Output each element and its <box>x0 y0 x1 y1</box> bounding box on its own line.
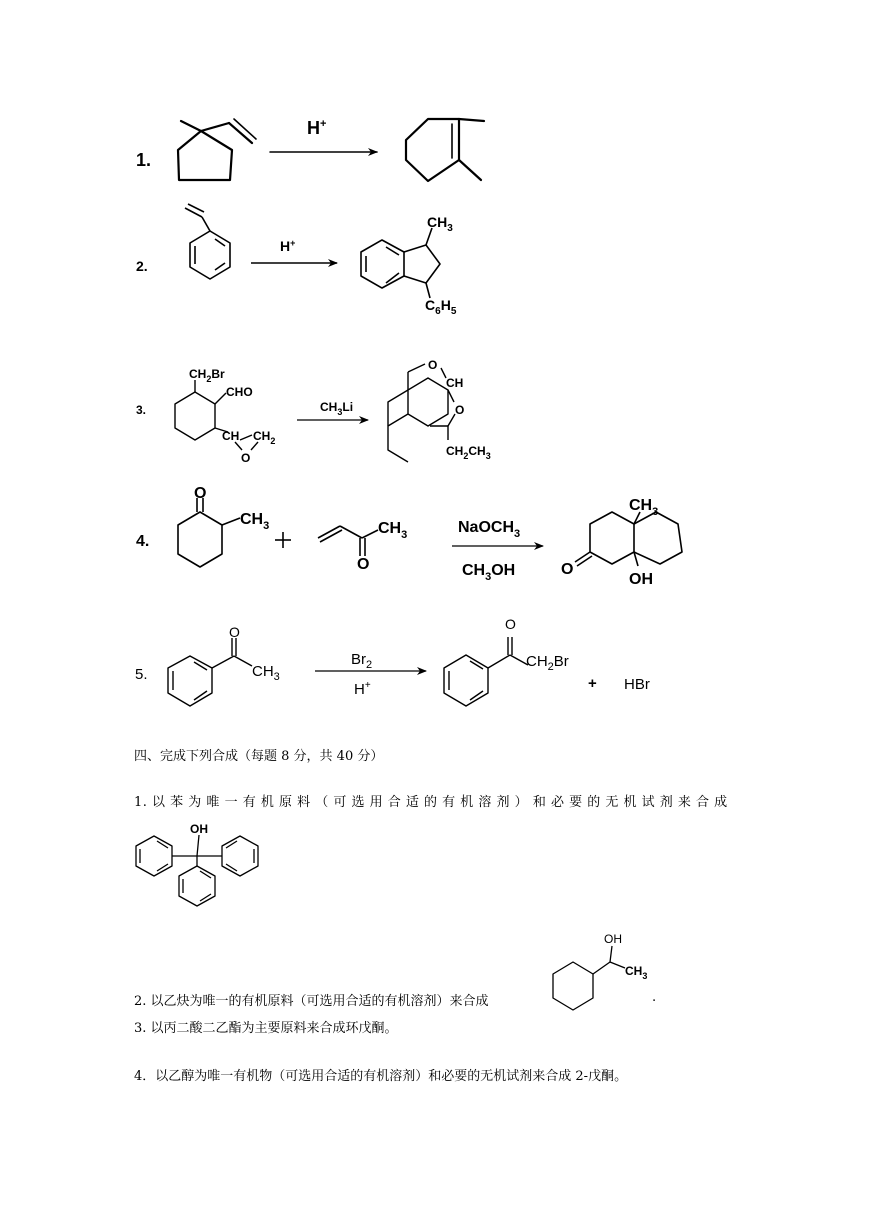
reaction-number: 1. <box>136 150 152 170</box>
cyclohexylethanol-structure <box>553 946 625 1010</box>
methyl-label: $CH_3$ <box>378 520 408 541</box>
reagent-label: H+ <box>280 238 296 254</box>
methyl-label: $CH_3$ <box>427 214 453 234</box>
reaction-1 <box>178 119 484 181</box>
acetal-ch-label: CH <box>446 376 464 390</box>
ketone-oxygen-label: O <box>357 556 370 573</box>
phenyl-label: $C_6H_5$ <box>425 297 457 317</box>
byproduct-label: HBr <box>624 676 650 693</box>
reaction-number: 5. <box>135 666 148 683</box>
epoxide-ch-label: CH <box>222 429 240 443</box>
methyl-label: $CH_3$ <box>252 663 280 683</box>
epoxide-o-label: O <box>241 451 251 465</box>
question-2-end: . <box>652 990 657 1005</box>
benzene-ring <box>444 655 488 706</box>
question-1: 1. 以 苯 为 唯 一 有 机 原 料 （ 可 选 用 合 适 的 有 机 溶 剂 ） 和 必 要 的 无 机 试 剂 来 合 成 <box>134 795 728 810</box>
reagent-acid-label: H+ <box>354 680 371 698</box>
bromomethyl-label: $CH_2Br$ <box>189 367 225 384</box>
cyclohexane-ring <box>175 392 215 440</box>
hydroxyl-label: OH <box>629 571 653 588</box>
triphenylmethanol-structure <box>136 835 258 906</box>
decalone-ring-b <box>634 512 682 564</box>
ketone-oxygen-label: O <box>561 561 574 578</box>
reagent-base-label: NaOCH$_3$ <box>458 519 521 540</box>
reaction-5 <box>168 637 528 706</box>
benzene-ring <box>190 231 230 279</box>
methyl-label: $CH_3$ <box>240 511 270 532</box>
benzene-ring <box>168 656 212 706</box>
ketone-oxygen-label: O <box>229 624 240 640</box>
cyclohexene-ring <box>406 119 459 181</box>
product-ring-a <box>408 378 448 426</box>
reaction-2 <box>185 204 440 298</box>
question-4: 4．以乙醇为唯一有机物（可选用合适的有机溶剂）和必要的无机试剂来合成 2-戊酮。 <box>134 1069 628 1084</box>
epoxide-ch2-label: $CH_2$ <box>253 429 276 446</box>
reaction-number: 3. <box>136 403 147 417</box>
ketone-oxygen-label: O <box>505 616 516 632</box>
reagent-label: H+ <box>307 118 327 138</box>
hydroxyl-label: OH <box>190 822 208 836</box>
bromomethyl-label: $CH_2Br$ <box>526 653 569 673</box>
decalone-ring-a <box>590 512 634 564</box>
ketone-oxygen-label: O <box>194 485 207 502</box>
cyclohexanone-ring <box>178 512 222 567</box>
ring-oxygen-label: O <box>455 403 465 417</box>
section-heading: 四、完成下列合成（每题 8 分，共 40 分） <box>134 749 384 764</box>
reagent-solvent-label: $CH_3OH$ <box>462 562 516 583</box>
reaction-4 <box>178 498 682 567</box>
reagent-label: $CH_3Li$ <box>320 400 354 417</box>
plus-sign: + <box>588 675 597 692</box>
cyclopentane-ring <box>178 131 232 180</box>
reaction-number: 4. <box>136 533 150 550</box>
hydroxyl-label: OH <box>604 932 622 946</box>
indane-ring <box>361 240 404 288</box>
aldehyde-label: CHO <box>226 385 253 399</box>
methyl-label: $CH_3$ <box>629 497 659 518</box>
ring-oxygen-label: O <box>428 358 438 372</box>
question-3: 3. 以丙二酸二乙酯为主要原料来合成环戊酮。 <box>134 1021 398 1036</box>
reagent-bromine-label: $Br_2$ <box>351 651 373 671</box>
methyl-label: $CH_3$ <box>625 964 648 981</box>
ethyl-label: $CH_2CH_3$ <box>446 444 491 461</box>
reaction-number: 2. <box>136 258 148 274</box>
question-2: 2. 以乙炔为唯一的有机原料（可选用合适的有机溶剂）来合成 <box>134 994 489 1009</box>
